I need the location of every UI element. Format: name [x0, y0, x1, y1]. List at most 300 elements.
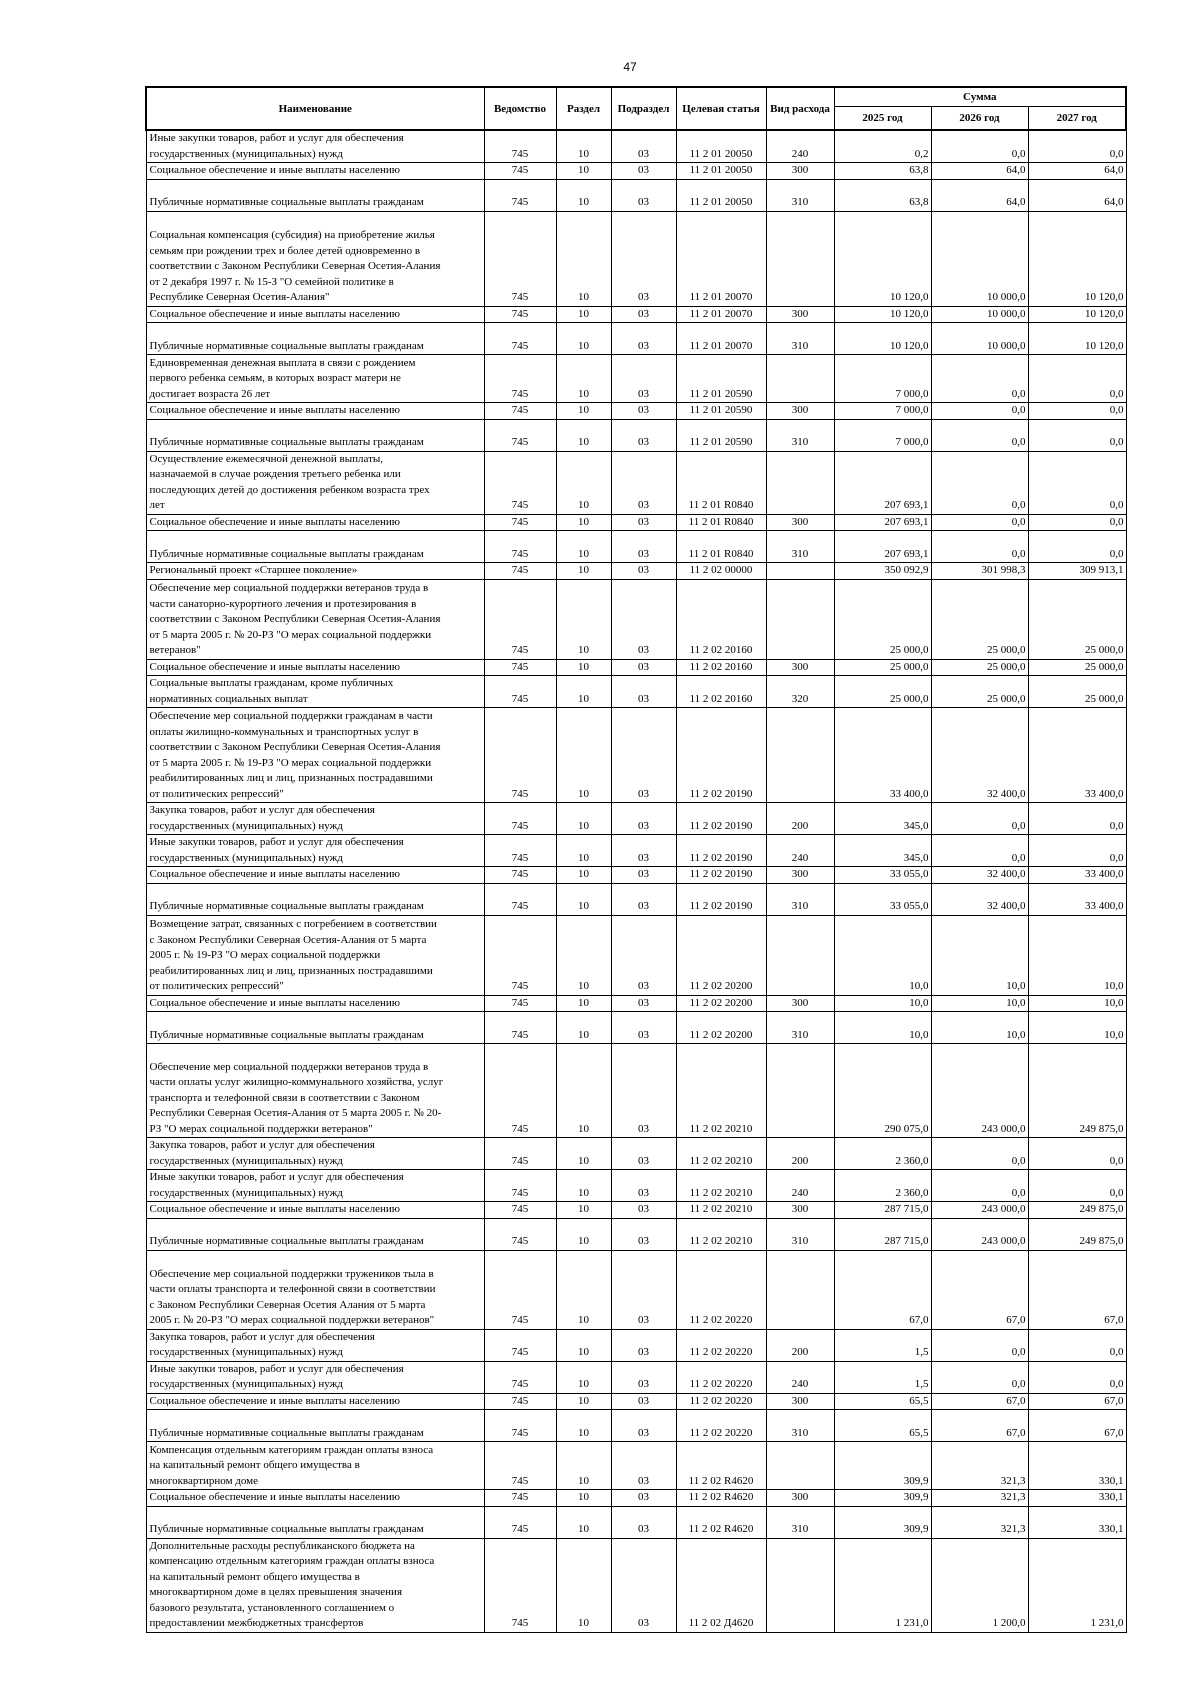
cell-department: 745 [484, 355, 556, 403]
cell-target-article: 11 2 02 20190 [676, 835, 766, 867]
cell-expense-type [766, 1442, 834, 1490]
cell-2025: 63,8 [834, 163, 931, 180]
cell-department: 745 [484, 419, 556, 451]
cell-2027: 0,0 [1028, 803, 1126, 835]
cell-target-article: 11 2 02 20200 [676, 1012, 766, 1044]
table-row [146, 1538, 1126, 1632]
cell-target-article: 11 2 02 20200 [676, 915, 766, 995]
cell-expense-type: 310 [766, 323, 834, 355]
cell-2026: 0,0 [931, 419, 1028, 451]
cell-target-article: 11 2 02 20160 [676, 659, 766, 676]
cell-2026: 0,0 [931, 355, 1028, 403]
cell-section: 10 [556, 1250, 611, 1329]
cell-2026: 0,0 [931, 1329, 1028, 1361]
cell-2027: 249 875,0 [1028, 1202, 1126, 1219]
cell-subsection: 03 [611, 1012, 676, 1044]
cell-section: 10 [556, 323, 611, 355]
cell-subsection: 03 [611, 419, 676, 451]
cell-2025: 25 000,0 [834, 659, 931, 676]
cell-target-article: 11 2 02 20200 [676, 995, 766, 1012]
table-row [146, 1490, 1126, 1507]
cell-2025: 345,0 [834, 803, 931, 835]
cell-2027: 0,0 [1028, 835, 1126, 867]
cell-target-article: 11 2 02 R4620 [676, 1442, 766, 1490]
cell-2025: 7 000,0 [834, 355, 931, 403]
table-row [146, 563, 1126, 580]
cell-section: 10 [556, 514, 611, 531]
cell-section: 10 [556, 130, 611, 163]
cell-2025: 2 360,0 [834, 1170, 931, 1202]
cell-name: Региональный проект «Старшее поколение» [146, 563, 484, 580]
table-row [146, 163, 1126, 180]
table-row [146, 1218, 1126, 1250]
cell-2027: 330,1 [1028, 1490, 1126, 1507]
cell-section: 10 [556, 579, 611, 659]
cell-name: Публичные нормативные социальные выплаты гражданам [146, 1506, 484, 1538]
cell-department: 745 [484, 708, 556, 803]
table-row [146, 1138, 1126, 1170]
cell-2026: 67,0 [931, 1410, 1028, 1442]
table-row [146, 1170, 1126, 1202]
cell-section: 10 [556, 403, 611, 420]
cell-section: 10 [556, 915, 611, 995]
cell-expense-type [766, 1250, 834, 1329]
cell-department: 745 [484, 915, 556, 995]
cell-2025: 65,5 [834, 1393, 931, 1410]
cell-expense-type: 200 [766, 1329, 834, 1361]
cell-department: 745 [484, 1202, 556, 1219]
cell-2027: 330,1 [1028, 1506, 1126, 1538]
cell-section: 10 [556, 563, 611, 580]
cell-subsection: 03 [611, 403, 676, 420]
cell-subsection: 03 [611, 659, 676, 676]
cell-expense-type: 240 [766, 1170, 834, 1202]
cell-2025: 10 120,0 [834, 211, 931, 306]
cell-expense-type [766, 355, 834, 403]
cell-2027: 330,1 [1028, 1442, 1126, 1490]
cell-department: 745 [484, 1490, 556, 1507]
cell-subsection: 03 [611, 514, 676, 531]
cell-department: 745 [484, 1538, 556, 1632]
cell-name: Социальное обеспечение и иные выплаты населению [146, 995, 484, 1012]
cell-section: 10 [556, 1012, 611, 1044]
cell-target-article: 11 2 02 00000 [676, 563, 766, 580]
cell-section: 10 [556, 708, 611, 803]
cell-department: 745 [484, 179, 556, 211]
cell-2025: 1 231,0 [834, 1538, 931, 1632]
cell-2025: 1,5 [834, 1361, 931, 1393]
cell-2027: 33 400,0 [1028, 867, 1126, 884]
cell-section: 10 [556, 419, 611, 451]
header-name: Наименование [146, 87, 484, 130]
cell-name: Социальное обеспечение и иные выплаты населению [146, 1490, 484, 1507]
cell-target-article: 11 2 02 20210 [676, 1044, 766, 1138]
cell-target-article: 11 2 02 R4620 [676, 1490, 766, 1507]
cell-2027: 10,0 [1028, 1012, 1126, 1044]
cell-target-article: 11 2 01 20050 [676, 130, 766, 163]
table-row [146, 323, 1126, 355]
table-row [146, 1442, 1126, 1490]
cell-2027: 309 913,1 [1028, 563, 1126, 580]
table-row [146, 1506, 1126, 1538]
cell-2025: 33 055,0 [834, 867, 931, 884]
cell-name: Обеспечение мер социальной поддержки ветеранов труда в части оплаты услуг жилищно-коммунального хозяйства, услуг транспорта и телефонной связи в соответствии с Законом Республики Северная Осетия-Алания от 5 марта 2005 г. № 20- РЗ "О мерах социальной поддержки ветеранов" [146, 1044, 484, 1138]
cell-section: 10 [556, 211, 611, 306]
header-2026: 2026 год [931, 107, 1028, 131]
cell-2025: 67,0 [834, 1250, 931, 1329]
cell-expense-type: 300 [766, 514, 834, 531]
cell-subsection: 03 [611, 211, 676, 306]
cell-section: 10 [556, 1490, 611, 1507]
cell-subsection: 03 [611, 1044, 676, 1138]
header-subsection: Подраздел [611, 87, 676, 130]
cell-2027: 25 000,0 [1028, 659, 1126, 676]
cell-expense-type [766, 579, 834, 659]
cell-2026: 301 998,3 [931, 563, 1028, 580]
table-row [146, 1250, 1126, 1329]
cell-name: Иные закупки товаров, работ и услуг для обеспечения государственных (муниципальных) нужд [146, 835, 484, 867]
cell-2027: 10,0 [1028, 995, 1126, 1012]
cell-target-article: 11 2 02 20210 [676, 1218, 766, 1250]
cell-section: 10 [556, 1138, 611, 1170]
table-row [146, 995, 1126, 1012]
cell-subsection: 03 [611, 915, 676, 995]
cell-2025: 290 075,0 [834, 1044, 931, 1138]
cell-target-article: 11 2 01 20050 [676, 163, 766, 180]
cell-2026: 0,0 [931, 451, 1028, 514]
cell-2027: 0,0 [1028, 1329, 1126, 1361]
cell-expense-type: 300 [766, 403, 834, 420]
table-row [146, 179, 1126, 211]
cell-target-article: 11 2 02 Д4620 [676, 1538, 766, 1632]
cell-subsection: 03 [611, 1393, 676, 1410]
cell-section: 10 [556, 883, 611, 915]
cell-target-article: 11 2 02 20220 [676, 1329, 766, 1361]
cell-department: 745 [484, 1138, 556, 1170]
cell-2025: 309,9 [834, 1506, 931, 1538]
cell-expense-type: 200 [766, 803, 834, 835]
cell-name: Закупка товаров, работ и услуг для обеспечения государственных (муниципальных) нужд [146, 1138, 484, 1170]
cell-department: 745 [484, 323, 556, 355]
cell-target-article: 11 2 01 20590 [676, 419, 766, 451]
cell-2027: 67,0 [1028, 1250, 1126, 1329]
cell-section: 10 [556, 995, 611, 1012]
cell-department: 745 [484, 563, 556, 580]
cell-target-article: 11 2 01 20070 [676, 211, 766, 306]
table-row [146, 579, 1126, 659]
cell-target-article: 11 2 02 20220 [676, 1250, 766, 1329]
cell-subsection: 03 [611, 130, 676, 163]
cell-department: 745 [484, 306, 556, 323]
cell-section: 10 [556, 1361, 611, 1393]
table-row [146, 1393, 1126, 1410]
cell-2026: 10,0 [931, 1012, 1028, 1044]
cell-name: Социальное обеспечение и иные выплаты населению [146, 1202, 484, 1219]
cell-2027: 10 120,0 [1028, 323, 1126, 355]
cell-2026: 32 400,0 [931, 883, 1028, 915]
cell-2025: 309,9 [834, 1442, 931, 1490]
cell-expense-type: 300 [766, 306, 834, 323]
cell-2026: 64,0 [931, 163, 1028, 180]
cell-subsection: 03 [611, 1410, 676, 1442]
cell-subsection: 03 [611, 323, 676, 355]
cell-expense-type [766, 1538, 834, 1632]
cell-section: 10 [556, 676, 611, 708]
cell-department: 745 [484, 1442, 556, 1490]
cell-2026: 32 400,0 [931, 867, 1028, 884]
cell-2026: 321,3 [931, 1442, 1028, 1490]
cell-2026: 0,0 [931, 1170, 1028, 1202]
cell-expense-type: 310 [766, 1506, 834, 1538]
cell-department: 745 [484, 1506, 556, 1538]
cell-target-article: 11 2 02 20220 [676, 1410, 766, 1442]
cell-name: Возмещение затрат, связанных с погребением в соответствии с Законом Республики Северная Осетия-Алания от 5 марта 2005 г. № 19-РЗ "О мерах социальной поддержки реабилитированных лиц и лиц, признанных пострадавшими от политических репрессий" [146, 915, 484, 995]
table-row [146, 915, 1126, 995]
header-department: Ведомство [484, 87, 556, 130]
cell-name: Публичные нормативные социальные выплаты гражданам [146, 1218, 484, 1250]
cell-department: 745 [484, 514, 556, 531]
table-row [146, 130, 1126, 163]
cell-2025: 309,9 [834, 1490, 931, 1507]
cell-expense-type: 310 [766, 1410, 834, 1442]
cell-department: 745 [484, 659, 556, 676]
cell-2026: 243 000,0 [931, 1044, 1028, 1138]
cell-2027: 10 120,0 [1028, 211, 1126, 306]
cell-expense-type: 320 [766, 676, 834, 708]
cell-section: 10 [556, 355, 611, 403]
cell-2027: 249 875,0 [1028, 1218, 1126, 1250]
cell-2027: 64,0 [1028, 163, 1126, 180]
table-row [146, 1202, 1126, 1219]
cell-department: 745 [484, 803, 556, 835]
cell-expense-type: 300 [766, 1490, 834, 1507]
header-sum: Сумма [834, 87, 1126, 107]
cell-section: 10 [556, 179, 611, 211]
cell-name: Дополнительные расходы республиканского бюджета на компенсацию отдельным категориям граждан оплаты взноса на капитальный ремонт общего имущества в многоквартирном доме в целях превышения значения базового результата, установленного соглашением о предоставлении межбюджетных трансфертов [146, 1538, 484, 1632]
cell-target-article: 11 2 02 20190 [676, 883, 766, 915]
table-row [146, 803, 1126, 835]
cell-2027: 25 000,0 [1028, 676, 1126, 708]
cell-department: 745 [484, 1170, 556, 1202]
cell-name: Публичные нормативные социальные выплаты гражданам [146, 323, 484, 355]
cell-subsection: 03 [611, 1506, 676, 1538]
cell-subsection: 03 [611, 531, 676, 563]
cell-subsection: 03 [611, 563, 676, 580]
cell-department: 745 [484, 451, 556, 514]
cell-section: 10 [556, 1393, 611, 1410]
cell-2027: 67,0 [1028, 1393, 1126, 1410]
cell-name: Иные закупки товаров, работ и услуг для обеспечения государственных (муниципальных) нужд [146, 1361, 484, 1393]
cell-expense-type: 300 [766, 1393, 834, 1410]
cell-2025: 33 055,0 [834, 883, 931, 915]
cell-subsection: 03 [611, 355, 676, 403]
cell-2026: 321,3 [931, 1506, 1028, 1538]
cell-2027: 64,0 [1028, 179, 1126, 211]
table-row [146, 355, 1126, 403]
cell-2026: 0,0 [931, 130, 1028, 163]
cell-2027: 0,0 [1028, 130, 1126, 163]
cell-subsection: 03 [611, 179, 676, 211]
cell-name: Социальное обеспечение и иные выплаты населению [146, 306, 484, 323]
cell-section: 10 [556, 1170, 611, 1202]
cell-target-article: 11 2 01 20070 [676, 306, 766, 323]
cell-2027: 0,0 [1028, 1170, 1126, 1202]
cell-2025: 2 360,0 [834, 1138, 931, 1170]
table-row [146, 1329, 1126, 1361]
cell-2025: 287 715,0 [834, 1218, 931, 1250]
cell-expense-type: 300 [766, 659, 834, 676]
cell-expense-type: 300 [766, 995, 834, 1012]
cell-expense-type [766, 1044, 834, 1138]
cell-2027: 0,0 [1028, 451, 1126, 514]
cell-name: Социальное обеспечение и иные выплаты населению [146, 1393, 484, 1410]
cell-2027: 0,0 [1028, 531, 1126, 563]
cell-2026: 0,0 [931, 835, 1028, 867]
cell-section: 10 [556, 531, 611, 563]
cell-section: 10 [556, 1329, 611, 1361]
cell-department: 745 [484, 676, 556, 708]
cell-department: 745 [484, 1044, 556, 1138]
cell-subsection: 03 [611, 579, 676, 659]
header-2025: 2025 год [834, 107, 931, 131]
cell-target-article: 11 2 02 20220 [676, 1393, 766, 1410]
cell-2026: 10 000,0 [931, 211, 1028, 306]
table-row [146, 451, 1126, 514]
cell-section: 10 [556, 835, 611, 867]
cell-target-article: 11 2 02 20190 [676, 867, 766, 884]
table-header [146, 87, 1126, 130]
cell-department: 745 [484, 1012, 556, 1044]
table-row [146, 514, 1126, 531]
table-row [146, 867, 1126, 884]
cell-2026: 0,0 [931, 531, 1028, 563]
cell-target-article: 11 2 02 20210 [676, 1202, 766, 1219]
cell-2027: 33 400,0 [1028, 883, 1126, 915]
cell-subsection: 03 [611, 1250, 676, 1329]
cell-2026: 10,0 [931, 995, 1028, 1012]
cell-2025: 7 000,0 [834, 419, 931, 451]
cell-name: Обеспечение мер социальной поддержки ветеранов труда в части санаторно-курортного лечения и протезирования в соответствии с Законом Республики Северная Осетия-Алания от 5 марта 2005 г. № 20-РЗ "О мерах социальной поддержки ветеранов" [146, 579, 484, 659]
cell-department: 745 [484, 403, 556, 420]
cell-2027: 0,0 [1028, 514, 1126, 531]
cell-2026: 67,0 [931, 1250, 1028, 1329]
table-row [146, 676, 1126, 708]
table-row [146, 883, 1126, 915]
cell-department: 745 [484, 1393, 556, 1410]
cell-department: 745 [484, 1218, 556, 1250]
cell-2026: 32 400,0 [931, 708, 1028, 803]
cell-subsection: 03 [611, 1218, 676, 1250]
cell-subsection: 03 [611, 451, 676, 514]
cell-department: 745 [484, 867, 556, 884]
cell-subsection: 03 [611, 1361, 676, 1393]
cell-subsection: 03 [611, 995, 676, 1012]
cell-name: Социальное обеспечение и иные выплаты населению [146, 163, 484, 180]
cell-target-article: 11 2 02 20190 [676, 803, 766, 835]
cell-name: Публичные нормативные социальные выплаты гражданам [146, 419, 484, 451]
cell-2026: 25 000,0 [931, 676, 1028, 708]
cell-2025: 10,0 [834, 1012, 931, 1044]
cell-department: 745 [484, 883, 556, 915]
cell-name: Единовременная денежная выплата в связи с рождением первого ребенка семьям, в которых возраст матери не достигает возраста 26 лет [146, 355, 484, 403]
cell-2027: 249 875,0 [1028, 1044, 1126, 1138]
cell-2025: 63,8 [834, 179, 931, 211]
cell-target-article: 11 2 02 20190 [676, 708, 766, 803]
cell-subsection: 03 [611, 803, 676, 835]
page-number: 47 [623, 60, 637, 74]
cell-subsection: 03 [611, 306, 676, 323]
cell-target-article: 11 2 01 20590 [676, 355, 766, 403]
cell-target-article: 11 2 02 20210 [676, 1170, 766, 1202]
table-row [146, 531, 1126, 563]
cell-target-article: 11 2 01 20050 [676, 179, 766, 211]
cell-2026: 243 000,0 [931, 1202, 1028, 1219]
cell-2027: 0,0 [1028, 355, 1126, 403]
cell-2025: 25 000,0 [834, 676, 931, 708]
header-target-article: Целевая статья [676, 87, 766, 130]
cell-2025: 10 120,0 [834, 306, 931, 323]
cell-name: Социальная компенсация (субсидия) на приобретение жилья семьям при рождении трех и более детей одновременно в соответствии с Законом Республики Северная Осетия-Алания от 2 декабря 1997 г. № 15-З "О семейной политике в Республике Северная Осетия-Алания" [146, 211, 484, 306]
cell-expense-type: 310 [766, 1218, 834, 1250]
table-row [146, 403, 1126, 420]
cell-target-article: 11 2 01 20070 [676, 323, 766, 355]
cell-subsection: 03 [611, 1202, 676, 1219]
cell-target-article: 11 2 02 20160 [676, 676, 766, 708]
cell-department: 745 [484, 835, 556, 867]
table-row [146, 1361, 1126, 1393]
cell-department: 745 [484, 1250, 556, 1329]
cell-name: Обеспечение мер социальной поддержки тружеников тыла в части оплаты транспорта и телефонной связи в соответствии с Законом Республики Северная Осетия Алания от 5 марта 2005 г. № 20-РЗ "О мерах социальной поддержки ветеранов" [146, 1250, 484, 1329]
cell-2025: 345,0 [834, 835, 931, 867]
cell-target-article: 11 2 02 20160 [676, 579, 766, 659]
cell-2026: 0,0 [931, 403, 1028, 420]
cell-2026: 64,0 [931, 179, 1028, 211]
cell-2027: 0,0 [1028, 419, 1126, 451]
cell-name: Компенсация отдельным категориям граждан оплаты взноса на капитальный ремонт общего имущества в многоквартирном доме [146, 1442, 484, 1490]
table-row [146, 659, 1126, 676]
cell-2027: 10 120,0 [1028, 306, 1126, 323]
table-row [146, 1012, 1126, 1044]
cell-2027: 0,0 [1028, 1138, 1126, 1170]
table-row [146, 835, 1126, 867]
cell-target-article: 11 2 02 20210 [676, 1138, 766, 1170]
cell-section: 10 [556, 1410, 611, 1442]
cell-2026: 0,0 [931, 803, 1028, 835]
cell-expense-type: 300 [766, 163, 834, 180]
cell-2027: 33 400,0 [1028, 708, 1126, 803]
cell-name: Публичные нормативные социальные выплаты гражданам [146, 1410, 484, 1442]
cell-name: Закупка товаров, работ и услуг для обеспечения государственных (муниципальных) нужд [146, 803, 484, 835]
cell-department: 745 [484, 579, 556, 659]
cell-expense-type [766, 563, 834, 580]
cell-subsection: 03 [611, 676, 676, 708]
cell-subsection: 03 [611, 1138, 676, 1170]
cell-department: 745 [484, 1329, 556, 1361]
header-2027: 2027 год [1028, 107, 1126, 131]
cell-subsection: 03 [611, 1538, 676, 1632]
cell-name: Закупка товаров, работ и услуг для обеспечения государственных (муниципальных) нужд [146, 1329, 484, 1361]
cell-name: Обеспечение мер социальной поддержки гражданам в части оплаты жилищно-коммунальных и транспортных услуг в соответствии с Законом Республики Северная Осетия-Алания от 5 марта 2005 г. № 19-РЗ "О мерах социальной поддержки реабилитированных лиц и лиц, признанных пострадавшими от политических репрессий" [146, 708, 484, 803]
cell-section: 10 [556, 1538, 611, 1632]
cell-section: 10 [556, 659, 611, 676]
table-row [146, 211, 1126, 306]
cell-name: Осуществление ежемесячной денежной выплаты, назначаемой в случае рождения третьего ребенка или последующих детей до достижения ребенком возраста трех лет [146, 451, 484, 514]
cell-section: 10 [556, 867, 611, 884]
cell-section: 10 [556, 1218, 611, 1250]
cell-target-article: 11 2 02 20220 [676, 1361, 766, 1393]
cell-subsection: 03 [611, 835, 676, 867]
cell-department: 745 [484, 995, 556, 1012]
